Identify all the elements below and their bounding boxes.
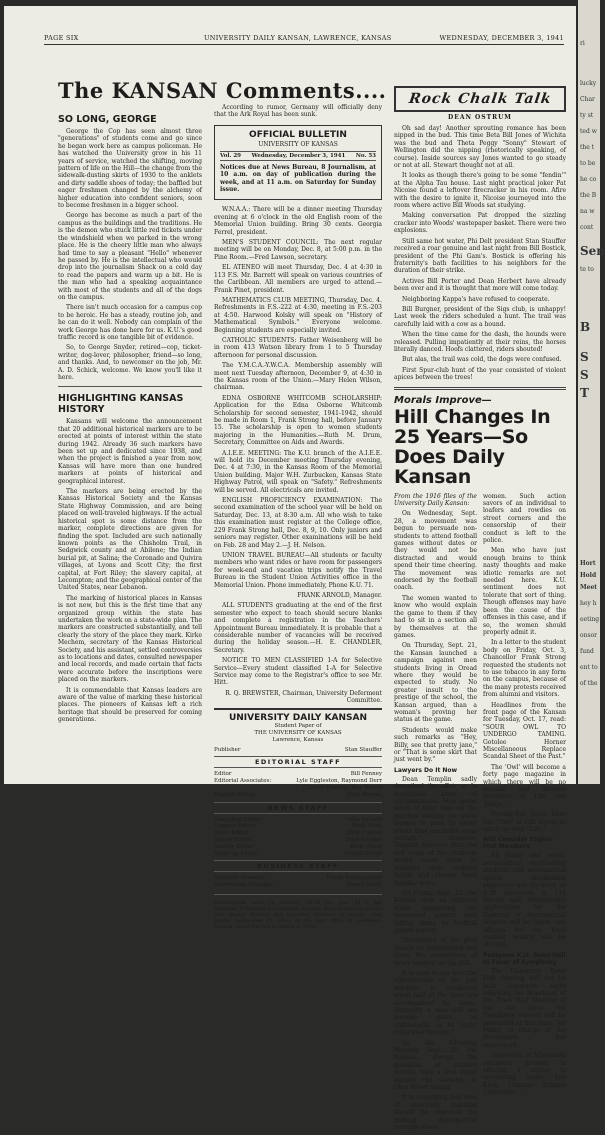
bulletin-notice: EDNA OSBORNE WHITCOMB SCHOLARSHIP: Application for the Edna Osborne Whitcomb Scholarship for second semester, 1941-1942, should be made in Room 1, Frank Strong hall, before January 15. The scholarship is open to women students majoring in the Humanities.—Ruth M. Drum, Secretary, Committee on Aids and Awards.	[214, 394, 382, 447]
edge-fragment: ent to	[580, 664, 598, 671]
staff-row	[214, 747, 382, 754]
editorial-paragraph: The markers are being erected by the Kansas Historical Society and the Kansas State Highway Commission, and are being placed on well-traveled highways. If the actual historical spot is some distance from the marker, complete directions are given for finding the spot. Included are such nationally known points as the Chisholm Trail, in Sedgwick county and at Abilene; the Indian burial pit, at Salina; the Coronado and Quivira villages, at Lyons and Scott City; the first capital, at Fort Riley; the slavery capital, at Lecompton; and the geographical center of the United States, near Lebanon.	[58, 488, 202, 592]
feature-paragraph: Men who have just enough brains to think nasty thoughts and make idiotic remarks are not needed here. K.U. sentiment does not tolerate that sort of thing. Though offenses may have been the cause of the offenses in this case, and if so, the women should properly admit it.	[483, 547, 566, 636]
staff-name: John Conrad	[347, 830, 382, 837]
staff-row	[214, 778, 382, 785]
bulletin-notice: NOTICE TO MEN CLASSIFIED 1-A for Selective Service—Every student classified 1-A for Selective Service may come to the Registrar's office to see Mr. Hitt.	[214, 657, 382, 687]
feature-subhead: Lawyers Do It Now	[394, 766, 458, 774]
feature-paragraph: All junior and senior aeronautical engineering students and aeronautical option mechanical engineers are to meet at 4:30 tomorrow in 116 Marvin hall. Membership applications for the Institute of Aeronautical Science will be taken, and officers for the local student branch will be elected.	[483, 852, 566, 949]
staff-section-heading: NEWS STAFF	[214, 802, 382, 814]
edge-fragment: Hort	[580, 560, 596, 567]
feature-headline: Hill Changes In 25 Years—So Does Daily Kansan	[394, 405, 551, 488]
bulletin-notice: ENGLISH PROFICIENCY EXAMINATION: The second examination of the school year will be held on Saturday, Dec. 13, at 8:30 a.m. All who wish to take this examination must register at the College office, 229 Frank Strong hall, Dec. 8, 9, 10. Only juniors and seniors may register. Other examinations will be held on Feb. 28 and May 2.—J. H. Nelson.	[214, 497, 382, 549]
feature-paragraph: It is surprising that men of university standing should be reported for making disrespectful remarks about	[394, 1094, 477, 1132]
official-bulletin	[214, 125, 382, 201]
quip: According to rumor, Germany will officially deny that the Ark Royal has been sunk.	[214, 104, 382, 119]
staff-role: Feature Editor	[214, 791, 255, 798]
staff-row	[214, 785, 382, 792]
column-paragraph: But alas, the trail was cold, the dogs were confused.	[402, 356, 562, 364]
edge-fragment: of the	[580, 680, 598, 687]
feature-paragraph: "Promoters of the plan should be commended and given the cooperation of every student on the Hill.	[394, 937, 477, 967]
edge-fragment: he co	[580, 176, 597, 183]
editorial-column	[58, 108, 202, 780]
bulletin-notices	[214, 206, 382, 704]
bulletin-notice: MEN'S STUDENT COUNCIL: The next regular meeting will be on Monday, Dec. 8, at 5:00 p.m. in the Pine Room.—Fred Lawson, secretary.	[214, 239, 382, 261]
editorial-paragraph: There isn't much occasion for a campus cop to be heroic. He has a steady, routine job, and he can do it well. Nobody can complain of the work George has done here for us. K.U.'s good traffic record is one tangible bit of evidence.	[58, 304, 202, 341]
bulletin-signature: FRANK ARNOLD, Manager.	[297, 591, 382, 599]
staff-name: Milo Farneti	[347, 816, 382, 823]
editorial-history	[58, 393, 202, 723]
bulletin-date: Wednesday, December 3, 1941	[251, 152, 346, 159]
masthead-subtitle: THE UNIVERSITY OF KANSAS	[254, 729, 342, 736]
column-paragraph: Making conversation Pat dropped the sizzling cracker into Woods' wastepaper basket. There were two explosions.	[394, 212, 566, 235]
column-divider	[58, 386, 202, 387]
column-paragraph: It looks as though there's going to be some "fendin'" at the Alpha Tau house. Last night practical joker Pat Nicoise found a leftover firecracker in his room. Afire with the desire to ignite it, Nicoise journeyed into the room where active Bill Woods sat studying.	[394, 172, 566, 210]
column-paragraph: First Spur-club hunt of the year consisted of violent apices between the trees!	[394, 366, 566, 382]
rock-chalk-byline: DEAN OSTRUM	[448, 114, 512, 121]
editorial-paragraph: Kansans will welcome the announcement that 20 additional historical markers are to be erected at points of interest within the state during 1942. Already 36 such markers have been set up and dedicated since 1938, and when the project is finished a year from now, Kansas will have more than one hundred markers at points of historical and geographical interest.	[58, 418, 202, 485]
feature-paragraph: On Wednesday, Sept. 28, a movement was begun to persuade non-students to attend football games without dates or they would not be distracted and would spend their time cheering. The movement was endorsed by the football coach.	[394, 510, 477, 592]
staff-row	[214, 882, 382, 889]
masthead-title: UNIVERSITY DAILY KANSAN	[228, 712, 368, 723]
staff-row	[214, 851, 382, 858]
edge-fragment: ty st	[580, 112, 594, 119]
feature-body	[394, 493, 566, 1135]
feature-paragraph: The 'Owl' will become a forty page magazine in which there will be no scandal and derisive literature of 'Life' and 'Judge.'	[483, 763, 566, 808]
staff-name: Lyle Eggleston, Raymond Derr	[296, 778, 382, 785]
editorial-paragraph: George has become as much a part of the campus as the buildings and the traditions. He is the demon who stuck little red tickets under the windshield when we parked in the wrong place. He is the cheery little man who always had time to say a pleasant "Hello" whenever he passed by. He is the intellectual who would drop into the journalism Shack on a cold day to read the papers and warm up a bit. He is the man who had a speaking acquaintance with most of the students and all of the dogs on the campus.	[58, 212, 202, 301]
edge-fragment: eeting	[580, 616, 600, 623]
column-paragraph: When the time came for the dash, the hounds were released. Pulling impatiently at their reins, the horses literally danced. Hoofs clattered, riders shouted!	[394, 331, 566, 353]
edge-fragment: the t	[580, 144, 595, 151]
bulletin-number: No. 53	[355, 152, 376, 159]
bulletin-intro: Notices due at News Bureau, 8 Journalism, at 10 a.m. on day of publication during the week, and at 11 a.m. on Saturday for Sunday issue.	[220, 163, 376, 194]
bulletin-volume: Vol. 29	[220, 152, 242, 159]
feature-paragraph: From the 1916 files of the University Daily Kansan:	[394, 492, 477, 507]
edge-fragment: hey h	[580, 600, 597, 607]
staff-name: John Harvey	[347, 791, 382, 798]
feature-paragraph: In a letter to the student body on Friday, Oct. 3, Chancellor Frank Strong requested the students not to use tobacco in any form on the campus, because of the many protests received from alumni and visitors.	[483, 639, 566, 699]
feature-paragraph: Students would make such remarks as "Hey, Billy, see that pretty jane," or "That is some skirt that just went by."	[394, 726, 477, 764]
column-paragraph: Bill Burgner, president of the Sigs club, is unhappy! Last week the riders scheduled a hunt. The trail was carefully laid with a cow as a hound.	[394, 305, 566, 328]
edge-fragment: Sen	[580, 244, 605, 258]
feature-paragraph: On the following Monday, Sept. 25, the Kansan, always the guardian of student morals, took a firm stand against the students in Ohio street saying:	[394, 1039, 477, 1092]
feature-left-column	[394, 493, 477, 1135]
bulletin-notice: UNION TRAVEL BUREAU—All students or faculty members who want rides or have room for passengers for week-end and vacation trips notify the Travel Bureau in the Student Union Activities office in the Memorial Union. Phone immediately, Phone K.U. 71.	[214, 551, 382, 589]
edge-fragment: to be	[580, 160, 596, 167]
staff-row	[214, 792, 382, 799]
feature-column	[394, 86, 566, 1132]
issue-date: WEDNESDAY, DECEMBER 3, 1941	[439, 34, 564, 42]
edge-fragment: T	[580, 386, 589, 400]
staff-role: Sports Editor	[214, 837, 252, 843]
column-paragraph: Still same hot water, Phi Delt president Stan Stauffer received a roar genuine and last night from Bill Bostick, president of the Phi Gam's. Bostick is offering his fraternity's bath facilities to his neighbors for the duration of their strike.	[394, 237, 566, 275]
edge-fragment: cont	[580, 224, 594, 231]
staff-role: Editor	[214, 771, 232, 778]
staff-section-heading: EDITORIAL STAFF	[214, 756, 382, 768]
bulletin-meta	[220, 151, 376, 161]
masthead-divider	[214, 894, 382, 895]
bulletin-notice: The Y.M.C.A.-Y.W.C.A. Membership assembly will meet next Tuesday afternoon, December 9, at 4:30 in the Kansas room of the Union.—Mary Helen Wilson, chairman.	[214, 362, 382, 392]
feature-paragraph: Headlines from the front page of the Kansan for Tuesday, Oct. 17, read: "SOUR OWL TO UNDERGO TAMING. Gotolee Horner Miscellaneous Replace Scandal Sheet of the Past."	[483, 701, 566, 761]
edge-fragment: Hold	[580, 572, 597, 579]
editorial-heading: HIGHLIGHTING KANSAS HISTORY	[58, 393, 184, 416]
staff-role: News Editor	[214, 830, 249, 837]
staff-role: Campus Editor	[214, 823, 256, 830]
feature-paragraph: On Friday, Sept. 22, the Kansan took an editorial stand supporting the movement against men taking dates to football games saying:	[394, 889, 477, 934]
edge-fragment: ted w	[580, 128, 597, 135]
masthead-subtitle: Student Paper of	[274, 722, 322, 729]
feature-paragraph: Dean Templin sadly described the affair as "a deplorable state of circumstances. Men spend much of their time on the porches waiting for some women to pass by about whom they can make some remark." However, Templin believed that the self pride of the students would cause them to abandon their reckless habits and change their familiar ways.	[394, 775, 477, 887]
staff-row	[214, 837, 382, 844]
editorial-paragraph: It is commendable that Kansas leaders are aware of the value of marking these historical places. The pioneers of Kansas left a rich heritage that should be preserved for coming generations.	[58, 686, 202, 724]
bulletin-column	[214, 86, 382, 930]
staff-row	[214, 875, 382, 882]
feature-subhead: Will Consider Engine Frat Members	[483, 836, 553, 851]
bulletin-notice: CATHOLIC STUDENTS: Father Weisenberg will be in room 413 Watson library from 1 to 5 Thursday afternoon for personal discussion.	[214, 336, 382, 359]
feature-right-column	[483, 493, 566, 1135]
edge-fragment: S	[580, 350, 589, 364]
running-head	[44, 32, 564, 45]
section-nameplate: The KANSAN Comments....	[58, 78, 387, 103]
feature-paragraph: Twenty-five years later the "Owl" is still trying to catch up with "Life."	[483, 811, 566, 834]
staff-row	[214, 771, 382, 778]
bulletin-notice: W.N.A.A.: There will be a dinner meeting Thursday evening at 6 o'clock in the old English room of the Memorial Union building. Bring 30 cents. Georgia Ferrel, president.	[214, 206, 382, 236]
bulletin-subtitle: UNIVERSITY OF KANSAS	[258, 140, 338, 148]
edge-fragment: S	[580, 368, 589, 382]
editorial-george	[58, 114, 202, 381]
staff-row	[214, 823, 382, 830]
masthead-subtitle: Lawrence, Kansas	[272, 736, 324, 743]
edge-fragment: na w	[580, 208, 595, 215]
staff-row	[214, 817, 382, 824]
feature-divider	[394, 387, 566, 390]
feature-kicker: Morals Improve—	[394, 394, 492, 406]
subscription-footnote: Subscription rates, in advance, $3.00 per year, $1.75 per semester. Published at Lawrence, Kansas, daily during the school year except Monday and Saturday. Entered as second class matter September 17, 1910, at the post office at Lawrence, Kansas, under the Act of March 3, 1879.	[214, 899, 382, 930]
rock-chalk-body	[394, 125, 566, 382]
staff-row	[214, 844, 382, 851]
rock-chalk-talk-banner	[394, 86, 566, 112]
edge-fragment: te to	[580, 266, 594, 273]
bulletin-notice: EL ATENEO will meet Thursday, Dec. 4 at 4:30 in 113 F.S. Mr. Barrett will speak on various countries of the Caribbean. All members are urged to attend.—Frank Pinet, president.	[214, 264, 382, 294]
newspaper-page	[4, 6, 576, 1132]
feature-subhead: Postpone K.U. Town Hall In Favor of Symphony	[483, 951, 566, 966]
masthead	[214, 708, 382, 930]
editorial-paragraph: George the Cop has seen almost three "generations" of students come and go since he began work here as campus policeman. He has watched the University grow in his 11 years of service, watched the shifting, moving pattern of life on the Hill—the change from the sidewalk-dusting skirts of 1930 to the anklets and dirty saddle shoes of today; the baffled but eager freshmen changed by the alchemy of higher education into confident seniors, soon to become freshmen in a bigger school.	[58, 128, 202, 210]
staff-role: Make-up Editor	[214, 850, 258, 857]
bulletin-notice: ALL STUDENTS graduating at the end of the first semester who expect to teach should secure blanks and complete a registration in the Teachers' Appointment Bureau immediately. It is probable that a considerable number of vacancies will be received during the holiday season.—H. E. CHANDLER, Secretary.	[214, 602, 382, 654]
staff-name: Betty Abels	[350, 843, 382, 850]
feature-paragraph: The women wanted to know who would explain the game to them if they had to sit in a section all by themselves at the games.	[394, 594, 477, 639]
feature-paragraph: The University Town Hall meeting will not be held tomorrow night following the broadcast of the Town Hall Meeting of the Air since the Symphony concert will be presented at that time, Jay Miller, in charge of the discussions, has announced.	[483, 967, 566, 1049]
staff-role: Managing Editor	[214, 816, 262, 823]
edge-fragment: the B	[580, 192, 597, 199]
staff-name: Charles Pearson, Kay Bunch	[302, 785, 382, 792]
column-paragraph: Actives Bill Porter and Dean Herbert have already been over and it is thought that more will come today.	[394, 277, 566, 293]
feature-paragraph: University of Minnesota extension division is offering a course in cartooning under Lee Kiels, Chicago Tribune Cartoonist.	[483, 1052, 566, 1097]
staff-role: Advertising Manager	[214, 882, 273, 889]
staff-name: Gerald Tewell	[343, 850, 382, 857]
staff-name: Clint Kanaga	[345, 837, 382, 843]
staff-name: Frank Baumgartner	[326, 875, 382, 882]
feature-paragraph: On Thursday, Sept. 21, the Kansan launched a campaign against men students living in Oread where they would be expected to study. No greater insult to the prestige of the school, the Kansan argued, than a woman's proving her status at the game.	[394, 642, 477, 724]
staff-role: Society Editor	[214, 843, 254, 850]
staff-name: James Yardy	[347, 882, 382, 889]
editorial-paragraph: So, to George Snyder, retired—cop, ticket-writer, dog-lover, philosopher, friend—so long, and thanks. And, to newcomer on the job, Mr. A. D. Schick, welcome. We know you'll like it here.	[58, 344, 202, 381]
edge-fragment: lucky	[580, 80, 597, 87]
edge-fragment: fund	[580, 648, 594, 655]
staff-role: Publisher	[214, 746, 241, 753]
edge-fragment: B	[580, 320, 591, 334]
bulletin-signature: R. Q. BREWSTER, Chairman, University Deferment Committee.	[225, 689, 382, 705]
feature-paragraph: It is easy to see how the effectiveness of the pep machine is weakened when half of the men are accompanied by dates. Naturally a man will not become quite as enthusiastic as he might otherwise become."	[394, 969, 477, 1037]
editorial-heading: SO LONG, GEORGE	[58, 114, 157, 125]
edge-fragment: Char	[580, 96, 595, 103]
staff-section-heading: BUSINESS STAFF	[214, 860, 382, 872]
paper-title: UNIVERSITY DAILY KANSAN, LAWRENCE, KANSAS	[204, 34, 392, 42]
bulletin-notice: A.I.E.E. MEETING: The K.U. branch of the A.I.E.E. will hold its December meeting Thursday evening, Dec. 4 at 7:30, in the Kansas Room of the Memorial Union building. Major W.H. Zurbucken, Kansas State Highway Patrol, will speak on "Safety." Refreshments will be served. All electricals are invited.	[214, 449, 382, 494]
page-number: PAGE SIX	[44, 34, 79, 42]
staff-name: Bill Fenney	[350, 771, 382, 778]
staff-name: Heidi Viets	[351, 823, 382, 830]
adjacent-page-edge	[578, 0, 605, 784]
feature-paragraph: women. Such action savors of an individual to loafers and rowdies on street corners and the censorship of their conduct is left to the police.	[483, 492, 566, 545]
staff-name: Stan Stauffer	[344, 746, 382, 753]
staff-role: Business Manager	[214, 875, 266, 882]
edge-fragment: Meet	[580, 584, 598, 591]
rock-chalk-talk-title: Rock Chalk Talk	[407, 91, 553, 107]
staff-role: Editorial Associates:	[214, 778, 272, 785]
editorial-paragraph: The marking of historical places in Kansas is not new, but this is the first time that any organized group within the state has undertaken the work on a state-wide plan. The markers are constructed substantially, and tell clearly the story of the place they mark. Kirke Mechem, secretary of the Kansas Historical Society, and his assistant, settled controversies as to locations and dates, consulted newspaper and local records, and made certain that facts were accurate before the inscriptions were placed on the markers.	[58, 594, 202, 684]
column-paragraph: Oh sad day! Another sprouting romance has been nipped in the bud. This time Beta Bill Jones of Wichita was the bud and Theta Peggy "Sonny" Stewart of Wellington did the nipping (rhetorically speaking, of course). Inside sources say Jones wanted to go steady or not at all. Stewart thought not at all.	[394, 125, 566, 170]
staff-row	[214, 830, 382, 837]
bulletin-title: OFFICIAL BULLETIN	[249, 129, 347, 140]
column-paragraph: Neighboring Kappa's have refused to cooperate.	[402, 295, 550, 303]
edge-fragment: ri	[580, 40, 585, 47]
bulletin-notice: MATHEMATICS CLUB MEETING, Thursday, Dec. 4. Refreshments in F.S.-222 at 4:30, meeting in F.S.-203 at 4:50. Harwood Kolsky will speak on "History of Mathematical Symbols." Everyone welcome. Beginning students are especially invited.	[214, 296, 382, 334]
edge-fragment: onsor	[580, 632, 598, 639]
